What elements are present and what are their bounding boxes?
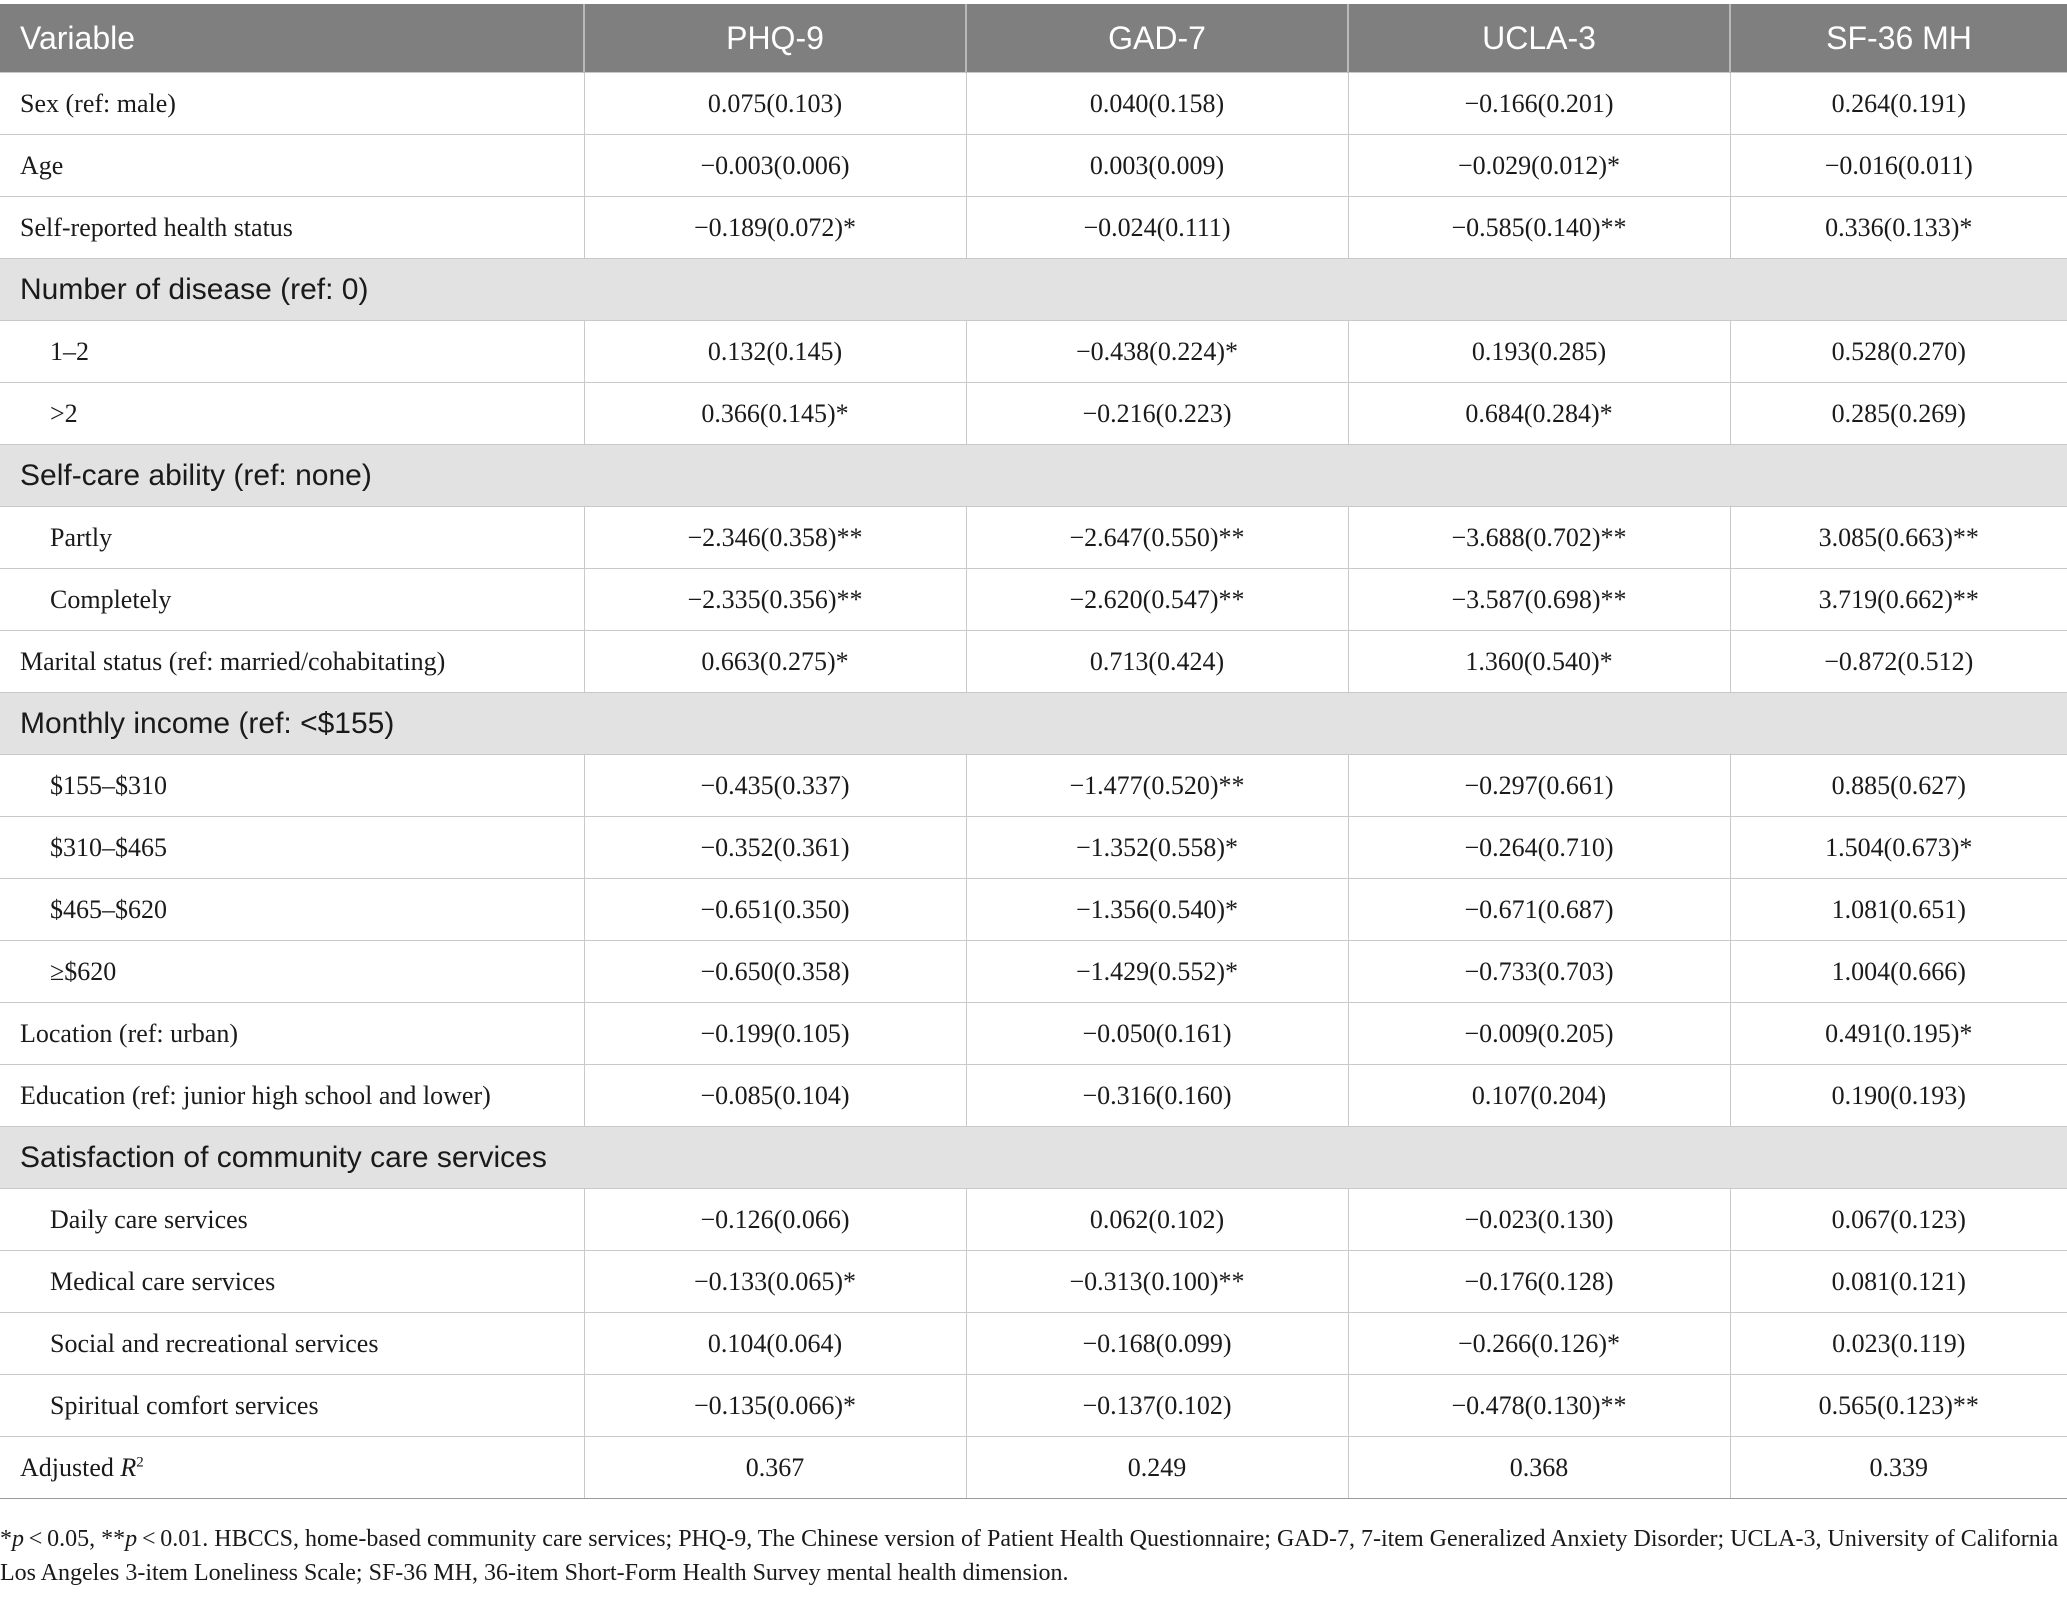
footnote-text1: < 0.05, ** bbox=[24, 1526, 126, 1552]
row-label-text: Completely bbox=[50, 584, 172, 614]
table-row bbox=[0, 879, 2067, 941]
table-row bbox=[0, 941, 2067, 1003]
cell-phq9: 0.104(0.064) bbox=[584, 1313, 966, 1375]
cell-sf36mh: −0.872(0.512) bbox=[1730, 631, 2067, 693]
cell-ucla3: 0.193(0.285) bbox=[1348, 321, 1730, 383]
cell-gad7: −1.356(0.540)* bbox=[966, 879, 1348, 941]
row-label bbox=[0, 631, 584, 693]
cell-ucla3: 1.360(0.540)* bbox=[1348, 631, 1730, 693]
row-label-text: Daily care services bbox=[50, 1204, 248, 1234]
table-row bbox=[0, 1251, 2067, 1313]
cell-ucla3: −0.585(0.140)** bbox=[1348, 197, 1730, 259]
cell-sf36mh: 0.565(0.123)** bbox=[1730, 1375, 2067, 1437]
cell-ucla3: −0.009(0.205) bbox=[1348, 1003, 1730, 1065]
row-label bbox=[0, 1003, 584, 1065]
table-row bbox=[0, 1189, 2067, 1251]
cell-ucla3: −0.297(0.661) bbox=[1348, 755, 1730, 817]
cell-phq9: −0.189(0.072)* bbox=[584, 197, 966, 259]
table-row bbox=[0, 197, 2067, 259]
row-label-text: Age bbox=[20, 150, 64, 180]
cell-ucla3: −0.023(0.130) bbox=[1348, 1189, 1730, 1251]
table-row bbox=[0, 755, 2067, 817]
cell-phq9: 0.663(0.275)* bbox=[584, 631, 966, 693]
cell-phq9: 0.366(0.145)* bbox=[584, 383, 966, 445]
row-label-text: 1–2 bbox=[50, 336, 89, 366]
cell-sf36mh: 0.285(0.269) bbox=[1730, 383, 2067, 445]
cell-gad7: −0.316(0.160) bbox=[966, 1065, 1348, 1127]
cell-phq9: −0.435(0.337) bbox=[584, 755, 966, 817]
row-label bbox=[0, 197, 584, 259]
footnote-text2: < 0.01. HBCCS, home-based community care services; PHQ-9, The Chinese version of Patient Health Questionnaire; GAD-7, 7-item Generalized Anxiety Disorder; UCLA-3, University of California Los Angeles 3-item Loneliness Scale; SF-36 MH, 36-item Short-Form Health Survey mental health dimension. bbox=[0, 1526, 2059, 1586]
row-label bbox=[0, 73, 584, 135]
table-row bbox=[0, 1003, 2067, 1065]
cell-gad7: 0.249 bbox=[966, 1437, 1348, 1499]
cell-sf36mh: 0.081(0.121) bbox=[1730, 1251, 2067, 1313]
section-label: Monthly income (ref: <$155) bbox=[0, 693, 2067, 755]
cell-phq9: −0.199(0.105) bbox=[584, 1003, 966, 1065]
row-label bbox=[0, 817, 584, 879]
row-label bbox=[0, 321, 584, 383]
section-label: Number of disease (ref: 0) bbox=[0, 259, 2067, 321]
cell-phq9: −2.346(0.358)** bbox=[584, 507, 966, 569]
cell-gad7: −1.477(0.520)** bbox=[966, 755, 1348, 817]
cell-ucla3: −3.688(0.702)** bbox=[1348, 507, 1730, 569]
cell-sf36mh: 0.190(0.193) bbox=[1730, 1065, 2067, 1127]
row-label-text: >2 bbox=[50, 398, 78, 428]
cell-ucla3: −0.029(0.012)* bbox=[1348, 135, 1730, 197]
cell-gad7: 0.040(0.158) bbox=[966, 73, 1348, 135]
cell-phq9: −0.352(0.361) bbox=[584, 817, 966, 879]
row-label-text: Spiritual comfort services bbox=[50, 1390, 319, 1420]
cell-gad7: −0.024(0.111) bbox=[966, 197, 1348, 259]
section-label: Self-care ability (ref: none) bbox=[0, 445, 2067, 507]
section-row bbox=[0, 693, 2067, 755]
row-label-text: ≥$620 bbox=[50, 956, 117, 986]
cell-phq9: −0.651(0.350) bbox=[584, 879, 966, 941]
header-phq9: PHQ-9 bbox=[584, 4, 966, 73]
cell-ucla3: −0.176(0.128) bbox=[1348, 1251, 1730, 1313]
table-row bbox=[0, 1375, 2067, 1437]
header-gad7: GAD-7 bbox=[966, 4, 1348, 73]
row-label-superscript: 2 bbox=[136, 1453, 144, 1470]
row-label-text: Partly bbox=[50, 522, 113, 552]
cell-phq9: −0.003(0.006) bbox=[584, 135, 966, 197]
header-variable: Variable bbox=[0, 4, 584, 73]
cell-sf36mh: 0.023(0.119) bbox=[1730, 1313, 2067, 1375]
cell-sf36mh: 3.085(0.663)** bbox=[1730, 507, 2067, 569]
cell-sf36mh: 0.885(0.627) bbox=[1730, 755, 2067, 817]
row-label bbox=[0, 1313, 584, 1375]
cell-ucla3: 0.684(0.284)* bbox=[1348, 383, 1730, 445]
footnote-star: * bbox=[0, 1526, 12, 1552]
cell-sf36mh: −0.016(0.011) bbox=[1730, 135, 2067, 197]
row-label-text: $155–$310 bbox=[50, 770, 167, 800]
cell-ucla3: −0.671(0.687) bbox=[1348, 879, 1730, 941]
cell-phq9: −0.126(0.066) bbox=[584, 1189, 966, 1251]
table-footnote bbox=[0, 1522, 2060, 1590]
table-row bbox=[0, 383, 2067, 445]
cell-gad7: −0.168(0.099) bbox=[966, 1313, 1348, 1375]
row-label-text: $310–$465 bbox=[50, 832, 167, 862]
cell-phq9: 0.075(0.103) bbox=[584, 73, 966, 135]
section-label: Satisfaction of community care services bbox=[0, 1127, 2067, 1189]
cell-gad7: 0.062(0.102) bbox=[966, 1189, 1348, 1251]
cell-gad7: −0.050(0.161) bbox=[966, 1003, 1348, 1065]
section-row bbox=[0, 445, 2067, 507]
footnote-p1: p bbox=[12, 1526, 24, 1552]
row-label bbox=[0, 507, 584, 569]
regression-table bbox=[0, 4, 2067, 1499]
row-label bbox=[0, 1251, 584, 1313]
section-row bbox=[0, 259, 2067, 321]
cell-phq9: −2.335(0.356)** bbox=[584, 569, 966, 631]
cell-gad7: 0.713(0.424) bbox=[966, 631, 1348, 693]
row-label bbox=[0, 569, 584, 631]
regression-table-container bbox=[0, 4, 2067, 1499]
cell-phq9: −0.650(0.358) bbox=[584, 941, 966, 1003]
cell-phq9: 0.367 bbox=[584, 1437, 966, 1499]
row-label-text: Education (ref: junior high school and lower) bbox=[20, 1080, 491, 1110]
cell-sf36mh: 0.067(0.123) bbox=[1730, 1189, 2067, 1251]
cell-sf36mh: 1.004(0.666) bbox=[1730, 941, 2067, 1003]
row-label-text: Social and recreational services bbox=[50, 1328, 379, 1358]
table-row bbox=[0, 569, 2067, 631]
row-label bbox=[0, 879, 584, 941]
cell-sf36mh: 0.336(0.133)* bbox=[1730, 197, 2067, 259]
row-label bbox=[0, 755, 584, 817]
cell-sf36mh: 0.528(0.270) bbox=[1730, 321, 2067, 383]
row-label-text: Location (ref: urban) bbox=[20, 1018, 239, 1048]
cell-gad7: −0.438(0.224)* bbox=[966, 321, 1348, 383]
cell-ucla3: −0.166(0.201) bbox=[1348, 73, 1730, 135]
row-label bbox=[0, 1375, 584, 1437]
row-label bbox=[0, 383, 584, 445]
table-header-row bbox=[0, 4, 2067, 73]
row-label-text: Self-reported health status bbox=[20, 212, 293, 242]
table-row bbox=[0, 1313, 2067, 1375]
footnote-p2: p bbox=[125, 1526, 138, 1552]
row-label-text: Sex (ref: male) bbox=[20, 88, 176, 118]
cell-ucla3: 0.107(0.204) bbox=[1348, 1065, 1730, 1127]
cell-ucla3: −0.266(0.126)* bbox=[1348, 1313, 1730, 1375]
cell-sf36mh: 1.504(0.673)* bbox=[1730, 817, 2067, 879]
cell-ucla3: 0.368 bbox=[1348, 1437, 1730, 1499]
row-label bbox=[0, 1437, 584, 1499]
cell-sf36mh: 0.264(0.191) bbox=[1730, 73, 2067, 135]
cell-gad7: −0.216(0.223) bbox=[966, 383, 1348, 445]
cell-gad7: −0.137(0.102) bbox=[966, 1375, 1348, 1437]
cell-phq9: −0.135(0.066)* bbox=[584, 1375, 966, 1437]
cell-phq9: −0.133(0.065)* bbox=[584, 1251, 966, 1313]
cell-gad7: 0.003(0.009) bbox=[966, 135, 1348, 197]
table-row bbox=[0, 1065, 2067, 1127]
cell-ucla3: −0.264(0.710) bbox=[1348, 817, 1730, 879]
cell-gad7: −1.352(0.558)* bbox=[966, 817, 1348, 879]
cell-gad7: −2.647(0.550)** bbox=[966, 507, 1348, 569]
row-label-text: Marital status (ref: married/cohabitating) bbox=[20, 646, 446, 676]
header-sf36mh: SF-36 MH bbox=[1730, 4, 2067, 73]
cell-sf36mh: 1.081(0.651) bbox=[1730, 879, 2067, 941]
cell-ucla3: −3.587(0.698)** bbox=[1348, 569, 1730, 631]
cell-phq9: −0.085(0.104) bbox=[584, 1065, 966, 1127]
row-label bbox=[0, 1065, 584, 1127]
row-label-text: Medical care services bbox=[50, 1266, 276, 1296]
table-row bbox=[0, 321, 2067, 383]
row-label bbox=[0, 1189, 584, 1251]
table-row bbox=[0, 135, 2067, 197]
cell-sf36mh: 3.719(0.662)** bbox=[1730, 569, 2067, 631]
table-row bbox=[0, 631, 2067, 693]
cell-sf36mh: 0.491(0.195)* bbox=[1730, 1003, 2067, 1065]
section-row bbox=[0, 1127, 2067, 1189]
table-row bbox=[0, 1437, 2067, 1499]
cell-ucla3: −0.733(0.703) bbox=[1348, 941, 1730, 1003]
table-row bbox=[0, 817, 2067, 879]
row-label bbox=[0, 135, 584, 197]
cell-phq9: 0.132(0.145) bbox=[584, 321, 966, 383]
table-body bbox=[0, 73, 2067, 1499]
table-row bbox=[0, 507, 2067, 569]
cell-sf36mh: 0.339 bbox=[1730, 1437, 2067, 1499]
cell-gad7: −1.429(0.552)* bbox=[966, 941, 1348, 1003]
table-row bbox=[0, 73, 2067, 135]
row-label-text: $465–$620 bbox=[50, 894, 167, 924]
row-label-text: Adjusted R bbox=[20, 1452, 137, 1482]
header-ucla3: UCLA-3 bbox=[1348, 4, 1730, 73]
cell-gad7: −0.313(0.100)** bbox=[966, 1251, 1348, 1313]
cell-ucla3: −0.478(0.130)** bbox=[1348, 1375, 1730, 1437]
r-symbol: R bbox=[120, 1452, 137, 1482]
cell-gad7: −2.620(0.547)** bbox=[966, 569, 1348, 631]
row-label bbox=[0, 941, 584, 1003]
